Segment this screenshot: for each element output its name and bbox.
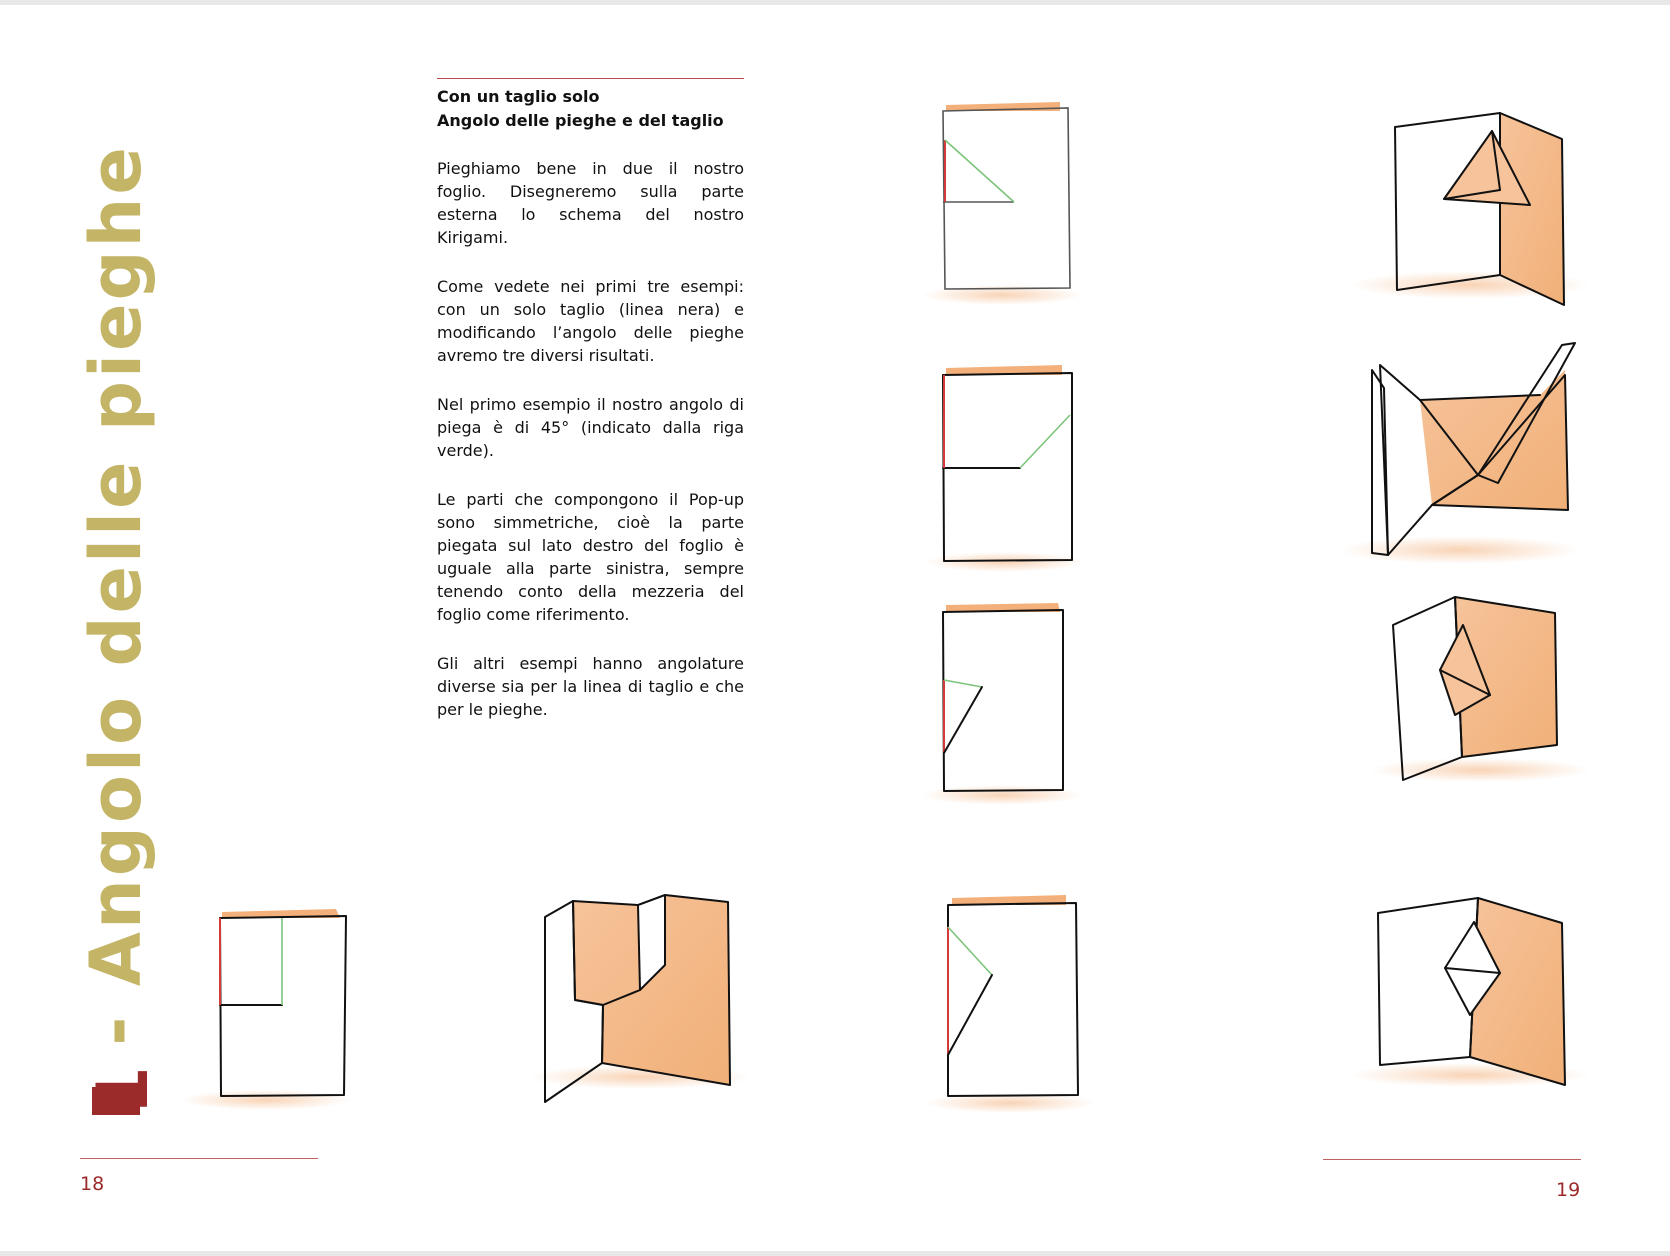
section-heading-2: Angolo delle pieghe e del taglio <box>437 111 724 130</box>
flat-card-example-1 <box>922 102 1082 305</box>
paragraph-5: Gli altri esempi hanno angolature diverse sia per la linea di taglio e che per le pieghe. <box>437 654 744 719</box>
footer-rule-left <box>80 1158 318 1159</box>
paragraph-3: Nel primo esempio il nostro angolo di piega è di 45° (indicato dalla riga verde). <box>437 395 744 460</box>
flat-card-example-4 <box>180 909 350 1110</box>
page-number-left: 18 <box>80 1173 105 1195</box>
paragraph-1: Pieghiamo bene in due il nostro foglio. Disegneremo sulla parte esterna lo schema del nostro Kirigami. <box>437 159 744 247</box>
flat-card-example-2 <box>925 365 1085 572</box>
paragraph-4: Le parti che compongono il Pop-up sono simmetriche, cioè la parte piegata sul lato destro del foglio è uguale alla parte sinistra, sempre tenendo conto della mezzeria del foglio come riferimento. <box>437 490 744 624</box>
section-heading-1: Con un taglio solo <box>437 87 600 106</box>
page-number-right: 19 <box>1556 1179 1581 1201</box>
popup-result-1 <box>1350 113 1590 305</box>
popup-result-3 <box>1370 597 1590 782</box>
popup-result-5 <box>1350 898 1590 1087</box>
chapter-number: 1 <box>81 1063 164 1115</box>
kirigami-illustrations <box>0 5 1670 1251</box>
popup-result-4 <box>530 895 750 1102</box>
popup-result-2 <box>1340 343 1580 564</box>
book-spread <box>0 5 1670 1251</box>
paragraph-2: Come vedete nei primi tre esempi: con un solo taglio (linea nera) e modificando l’angolo delle pieghe avremo tre diversi risultati. <box>437 277 744 365</box>
chapter-title-text: - Angolo delle pieghe <box>74 144 157 1073</box>
footer-rule-right <box>1323 1159 1581 1160</box>
flat-card-example-5 <box>925 895 1095 1113</box>
flat-card-example-3 <box>922 603 1082 805</box>
